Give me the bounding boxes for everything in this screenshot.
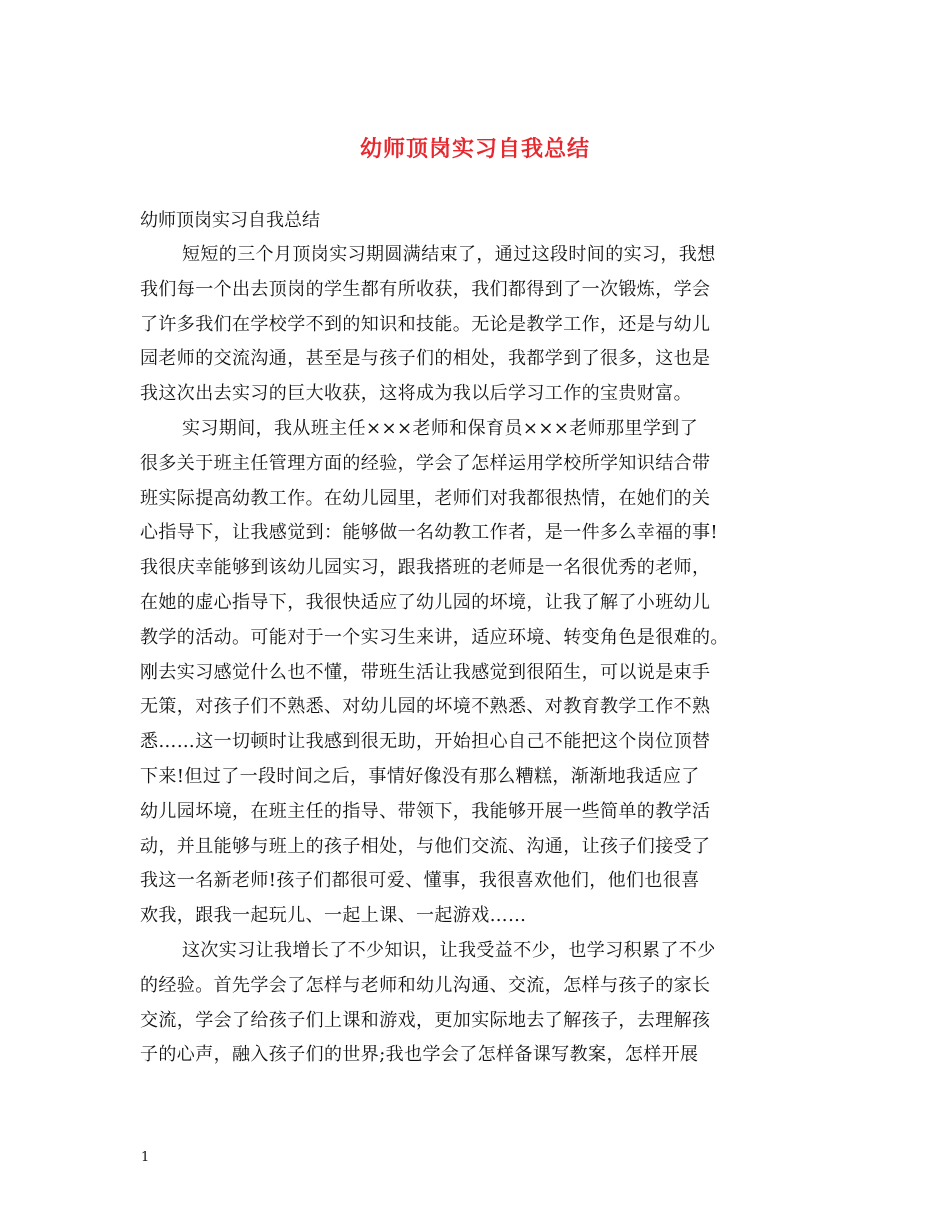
text-line: 在她的虚心指导下，我很快适应了幼儿园的坏境，让我了解了小班幼儿 (140, 591, 711, 613)
text-line: 很多关于班主任管理方面的经验，学会了怎样运用学校所学知识结合带 (140, 452, 711, 474)
text-line: 实习期间，我从班主任×××老师和保育员×××老师那里学到了 (182, 417, 699, 439)
paragraph-2 (140, 412, 824, 934)
text-line: 无策，对孩子们不熟悉、对幼儿园的坏境不熟悉、对教育教学工作不熟 (140, 696, 711, 718)
text-line: 悉……这一切顿时让我感到很无助，开始担心自己不能把这个岗位顶替 (140, 731, 711, 753)
text-line: 下来!但过了一段时间之后，事情好像没有那么糟糕，渐渐地我适应了 (140, 765, 700, 787)
text-line: 教学的活动。可能对于一个实习生来讲，适应环境、转变角色是很难的。 (140, 626, 729, 648)
document-title: 幼师顶岗实习自我总结 (359, 136, 590, 162)
text-line: 刚去实习感觉什么也不懂，带班生活让我感觉到很陌生，可以说是束手 (140, 661, 711, 683)
paragraph-3 (140, 934, 824, 1073)
text-line: 交流，学会了给孩子们上课和游戏，更加实际地去了解孩子，去理解孩 (140, 1009, 711, 1031)
text-line: 这次实习让我增长了不少知识，让我受益不少，也学习积累了不少 (182, 939, 716, 961)
document-subtitle: 幼师顶岗实习自我总结 (140, 210, 320, 231)
text-line: 我很庆幸能够到该幼儿园实习，跟我搭班的老师是一名很优秀的老师， (140, 557, 711, 579)
text-line: 欢我，跟我一起玩儿、一起上课、一起游戏…… (140, 905, 527, 927)
text-line: 我这次出去实习的巨大收获，这将成为我以后学习工作的宝贵财富。 (140, 383, 692, 405)
text-line: 子的心声，融入孩子们的世界;我也学会了怎样备课写教案，怎样开展 (140, 1044, 699, 1066)
text-line: 心指导下，让我感觉到：能够做一名幼教工作者，是一件多么幸福的事! (140, 522, 719, 544)
text-line: 我这一名新老师!孩子们都很可爱、懂事，我很喜欢他们，他们也很喜 (140, 870, 700, 892)
text-line: 动，并且能够与班上的孩子相处，与他们交流、沟通，让孩子们接受了 (140, 835, 711, 857)
document-body (140, 204, 824, 1073)
text-line: 的经验。首先学会了怎样与老师和幼儿沟通、交流，怎样与孩子的家长 (140, 974, 711, 996)
text-line: 了许多我们在学校学不到的知识和技能。无论是教学工作，还是与幼儿 (140, 313, 711, 335)
text-line: 短短的三个月顶岗实习期圆满结束了，通过这段时间的实习，我想 (182, 244, 716, 265)
page-number: 1 (141, 1150, 150, 1165)
text-line: 园老师的交流沟通，甚至是与孩子们的相处，我都学到了很多，这也是 (140, 348, 711, 370)
text-line: 我们每一个出去顶岗的学生都有所收获，我们都得到了一次锻炼，学会 (140, 278, 711, 300)
text-line: 幼儿园坏境，在班主任的指导、带领下，我能够开展一些简单的教学活 (140, 800, 711, 822)
text-line: 班实际提高幼教工作。在幼儿园里，老师们对我都很热情，在她们的关 (140, 487, 711, 509)
paragraph-1 (140, 238, 824, 412)
